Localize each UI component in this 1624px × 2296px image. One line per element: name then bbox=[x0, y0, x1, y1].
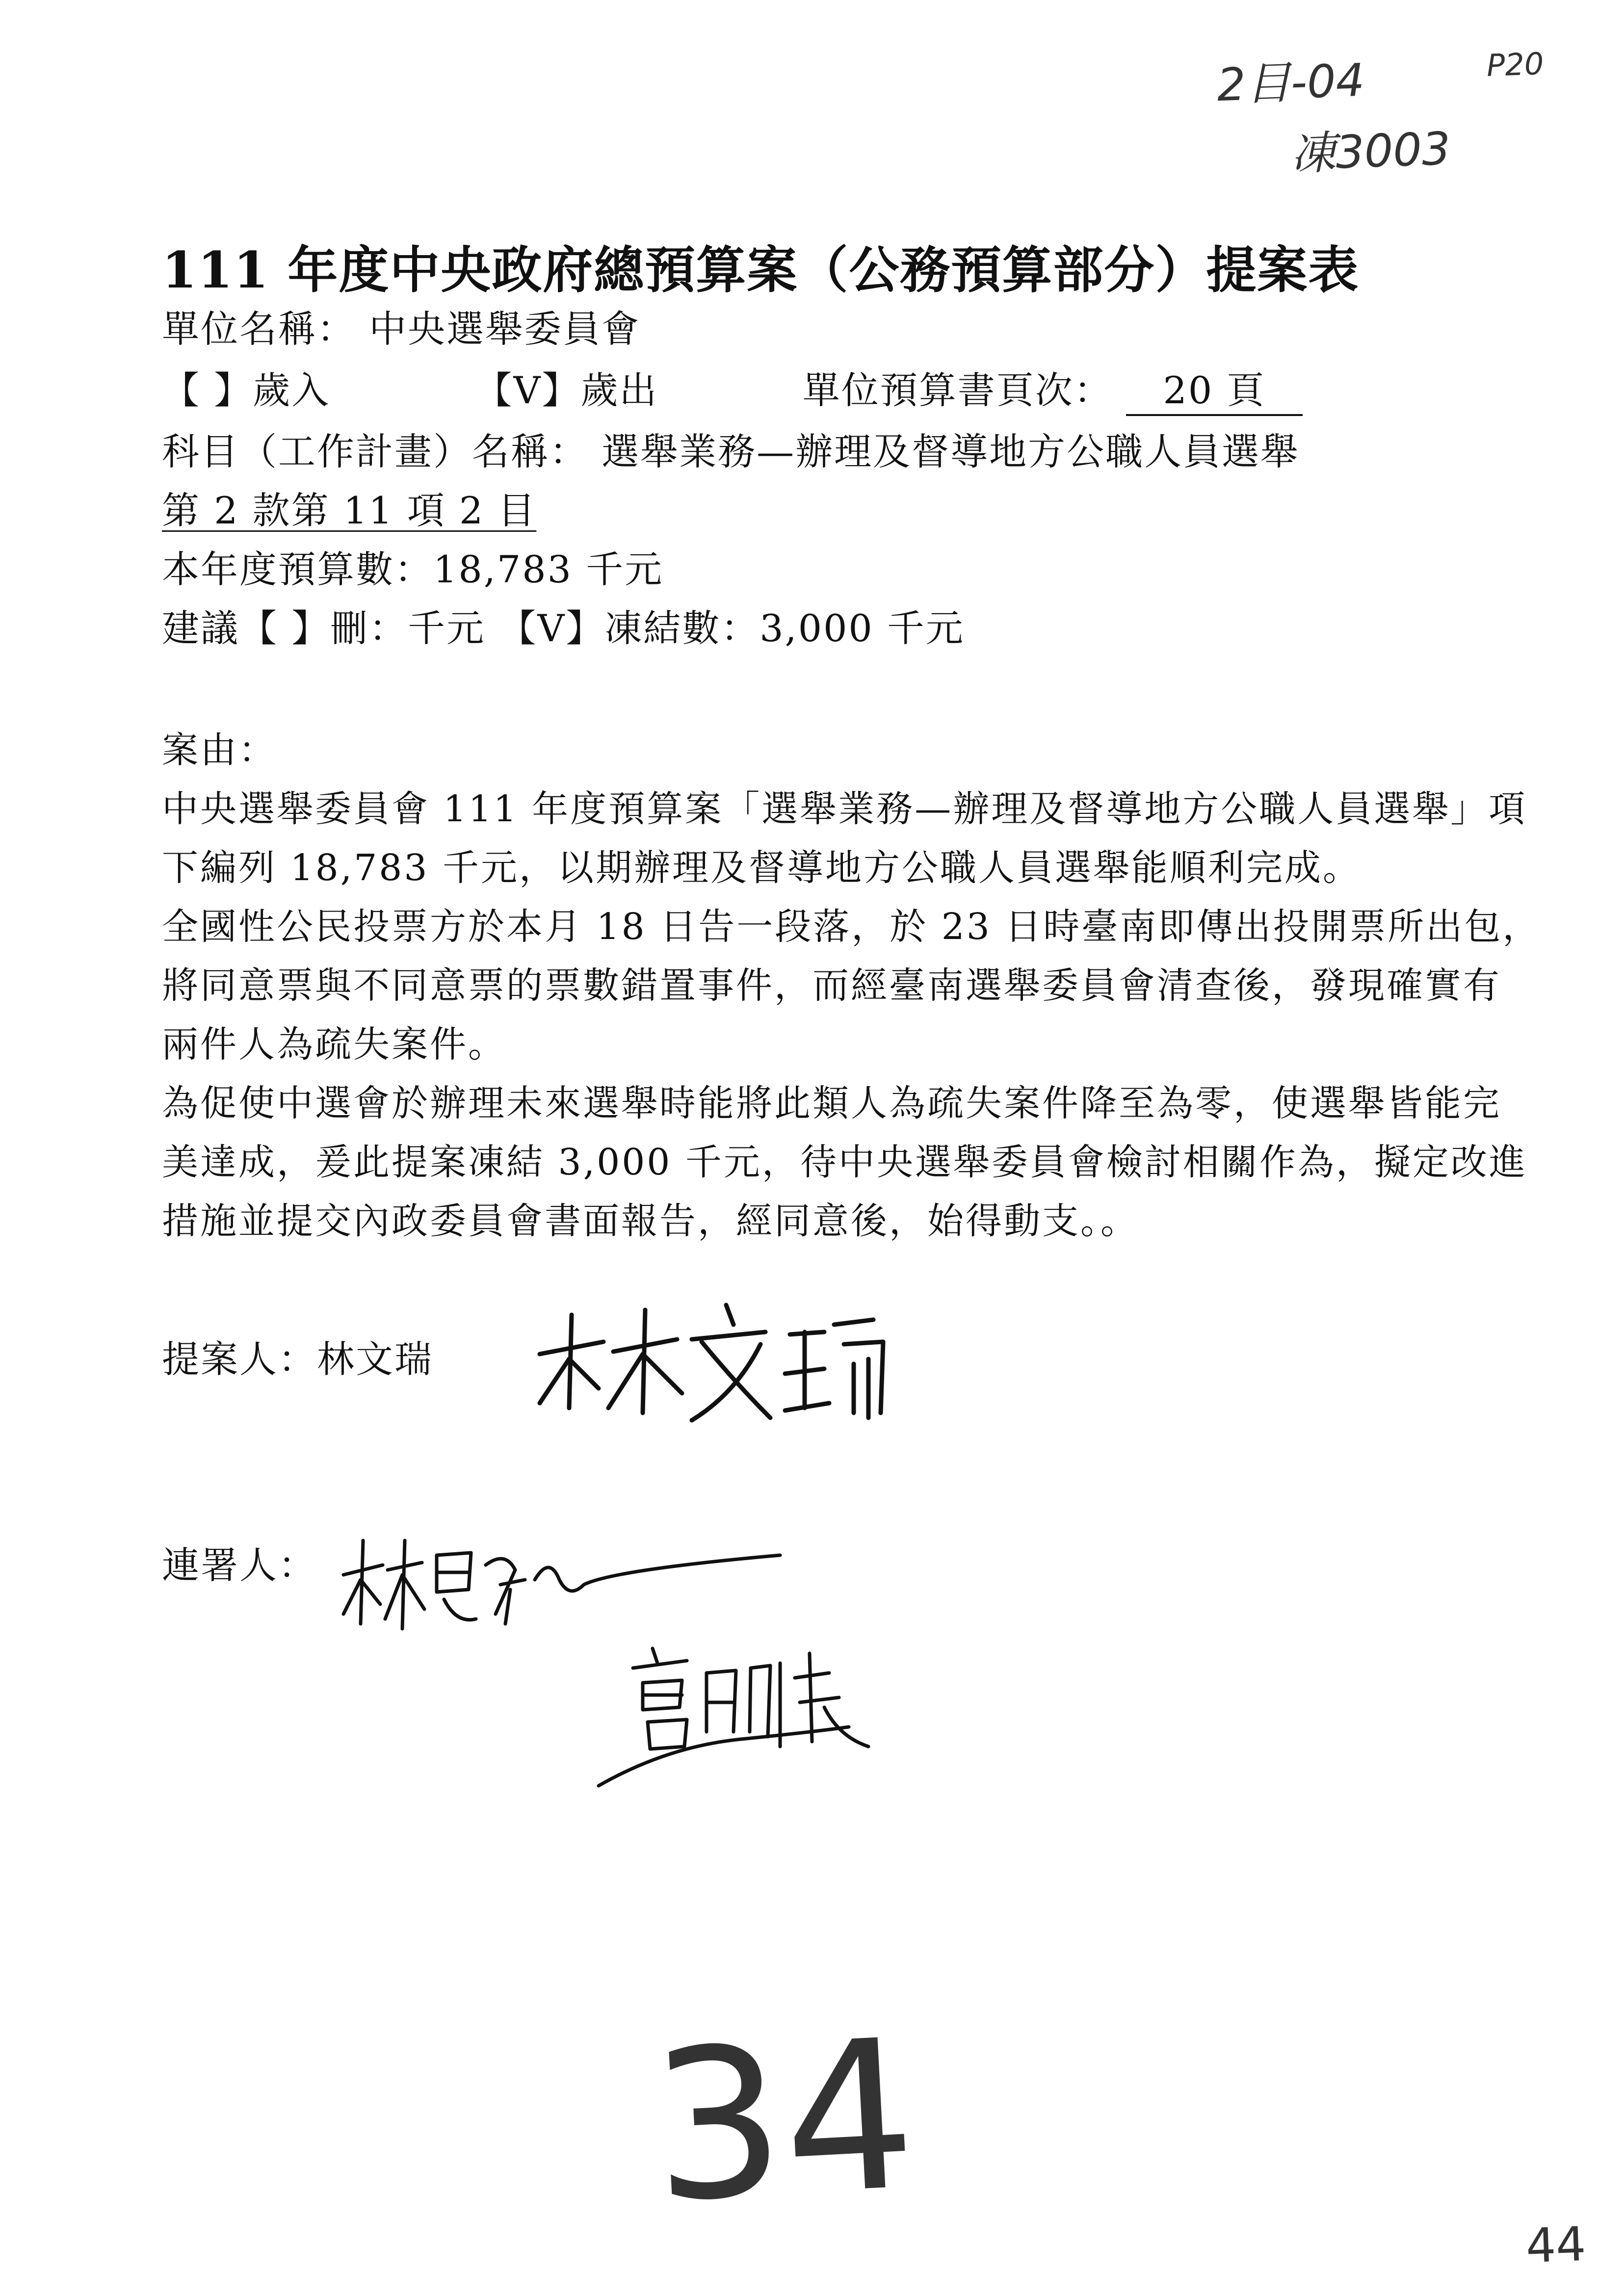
reason-line: 美達成，爰此提案凍結 3,000 千元，待中央選舉委員會檢討相關作為，擬定改進 bbox=[162, 1141, 1527, 1183]
reason-line: 兩件人為疏失案件。 bbox=[162, 1023, 506, 1066]
cosigner-label: 連署人： bbox=[162, 1543, 317, 1587]
reason-line: 措施並提交內政委員會書面報告，經同意後，始得動支。。 bbox=[162, 1200, 1139, 1242]
form-title: 111 年度中央政府總預算案（公務預算部分）提案表 bbox=[162, 241, 1360, 300]
cosigner-signature-2 bbox=[594, 1634, 888, 1796]
subject-item: 第 2 款第 11 項 2 目 bbox=[162, 489, 537, 532]
reason-line: 全國性公民投票方於本月 18 日告一段落，於 23 日時臺南即傳出投開票所出包， bbox=[162, 906, 1541, 948]
revenue-checkbox-label: 【 】歲入 bbox=[162, 368, 331, 412]
expense-checkbox-label: 【V】歲出 bbox=[474, 368, 658, 412]
handwritten-freeze-code: 凍3003 bbox=[1289, 122, 1452, 181]
reason-line: 將同意票與不同意票的票數錯置事件，而經臺南選舉委員會清查後，發現確實有 bbox=[162, 965, 1501, 1007]
handwritten-code: 2目-04 bbox=[1216, 53, 1365, 112]
unit-name: 單位名稱： 中央選舉委員會 bbox=[162, 307, 641, 351]
handwritten-page-number: 34 bbox=[646, 1995, 921, 2248]
subject-name: 科目（工作計畫）名稱： 選舉業務—辦理及督導地方公職人員選舉 bbox=[162, 430, 1300, 473]
page-value: 20 頁 bbox=[1126, 361, 1303, 416]
proposer-signature bbox=[530, 1295, 903, 1442]
cosigner-signature-1 bbox=[339, 1526, 780, 1648]
reason-line: 中央選舉委員會 111 年度預算案「選舉業務—辦理及督導地方公職人員選舉」項 bbox=[162, 788, 1527, 830]
reason-line: 為促使中選會於辦理未來選舉時能將此類人為疏失案件降至為零，使選舉皆能完 bbox=[162, 1082, 1501, 1124]
proposer-label: 提案人：林文瑞 bbox=[162, 1337, 433, 1381]
handwritten-corner-number: 44 bbox=[1525, 2216, 1587, 2274]
page-label: 單位預算書頁次： bbox=[802, 368, 1113, 412]
handwritten-page-ref: P20 bbox=[1486, 45, 1545, 84]
revenue-expense-row bbox=[162, 361, 1303, 416]
suggestion: 建議【 】刪：千元 【V】凍結數：3,000 千元 bbox=[162, 606, 965, 650]
reason-line: 下編列 18,783 千元，以期辦理及督導地方公職人員選舉能順利完成。 bbox=[162, 847, 1361, 889]
budget-amount: 本年度預算數：18,783 千元 bbox=[162, 548, 664, 591]
reason-heading: 案由： bbox=[162, 729, 277, 771]
